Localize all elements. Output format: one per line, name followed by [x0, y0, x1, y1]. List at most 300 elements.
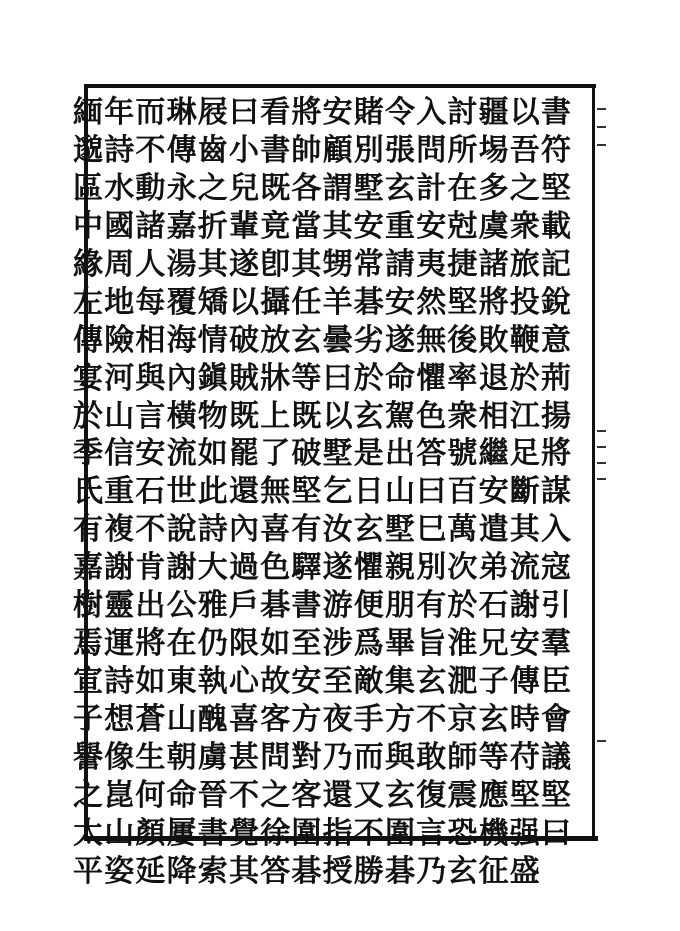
character: 國 [104, 208, 135, 244]
character: 符 [541, 132, 571, 168]
character: 鞭 [509, 322, 540, 358]
character: 索 [197, 853, 228, 889]
character: 既 [229, 398, 259, 434]
character: 人 [135, 246, 166, 282]
character: 諸 [478, 246, 509, 282]
edge-mark [597, 478, 606, 480]
edge-mark [597, 144, 606, 146]
character: 議 [541, 739, 571, 775]
character: 姿 [104, 853, 135, 889]
character: 內 [229, 512, 259, 548]
character: 石 [478, 588, 509, 624]
character: 在 [166, 626, 197, 662]
character: 將 [478, 284, 509, 320]
character: 在 [447, 170, 478, 206]
character: 延 [135, 853, 166, 889]
character: 諸 [135, 208, 166, 244]
character: 玄 [447, 853, 478, 889]
character: 虜 [197, 739, 228, 775]
character: 謂 [322, 170, 353, 206]
character: 駕 [385, 398, 415, 434]
character: 上 [260, 398, 291, 434]
character: 記 [541, 246, 571, 282]
character: 蒼 [135, 702, 166, 737]
character: 將 [135, 626, 166, 662]
character: 書 [541, 95, 571, 130]
character: 緬 [73, 95, 103, 130]
character: 運 [104, 626, 135, 662]
character: 顏 [135, 815, 166, 851]
character: 傳 [166, 132, 197, 168]
character: 次 [447, 550, 478, 586]
character: 乞 [322, 474, 353, 510]
character: 緣 [73, 246, 103, 282]
character: 令 [385, 95, 415, 130]
character: 所 [447, 132, 478, 168]
character: 率 [447, 360, 478, 396]
character: 其 [197, 246, 228, 282]
character: 後 [447, 322, 478, 358]
character: 甥 [322, 246, 353, 282]
edge-mark [597, 462, 606, 464]
character: 旨 [416, 626, 447, 662]
character: 對 [291, 739, 322, 775]
character: 信 [104, 436, 135, 472]
character: 不 [416, 702, 447, 737]
character: 雅 [197, 588, 228, 624]
character: 復 [416, 777, 447, 813]
character: 問 [260, 739, 291, 775]
character: 安 [353, 208, 384, 244]
character: 苻 [509, 739, 540, 775]
character: 如 [135, 664, 166, 700]
character: 太 [73, 815, 103, 851]
character: 謝 [104, 550, 135, 586]
character: 覆 [166, 284, 197, 320]
character: 出 [385, 436, 415, 472]
character: 物 [197, 398, 228, 434]
character: 旅 [509, 246, 540, 282]
character: 任 [291, 284, 322, 320]
character: 折 [197, 208, 228, 244]
character: 堅 [447, 284, 478, 320]
character: 指 [322, 815, 353, 851]
character: 等 [478, 739, 509, 775]
character: 之 [509, 170, 540, 206]
character: 遂 [322, 550, 353, 586]
character: 以 [322, 398, 353, 434]
character: 機 [478, 815, 509, 851]
character: 季 [73, 436, 103, 472]
character: 强 [509, 815, 540, 851]
character: 竟 [260, 208, 291, 244]
character: 有 [73, 512, 103, 548]
character: 乃 [322, 739, 353, 775]
character: 兄 [478, 626, 509, 662]
character: 既 [260, 170, 291, 206]
character: 永 [166, 170, 197, 206]
character: 安 [291, 664, 322, 700]
edge-mark [597, 446, 606, 448]
character: 玄 [385, 170, 415, 206]
character: 答 [260, 853, 291, 889]
character: 方 [385, 702, 415, 737]
character: 震 [447, 777, 478, 813]
character: 羣 [541, 626, 571, 662]
character: 降 [166, 853, 197, 889]
character: 墅 [353, 170, 384, 206]
character: 重 [104, 474, 135, 510]
character: 戶 [229, 588, 259, 624]
character: 世 [166, 474, 197, 510]
character: 放 [260, 322, 291, 358]
character: 執 [197, 664, 228, 700]
character: 重 [385, 208, 415, 244]
character: 勝 [353, 853, 384, 889]
character: 方 [291, 702, 322, 737]
character: 焉 [73, 626, 103, 662]
character: 荊 [541, 360, 571, 396]
character: 大 [197, 550, 228, 586]
character: 夷 [416, 246, 447, 282]
character: 色 [260, 550, 291, 586]
character: 詩 [104, 664, 135, 700]
character: 之 [197, 170, 228, 206]
character: 書 [291, 588, 322, 624]
character: 山 [104, 815, 135, 851]
character: 流 [509, 550, 540, 586]
character: 嘉 [166, 208, 197, 244]
character: 巳 [416, 512, 447, 548]
character: 謝 [509, 588, 540, 624]
character: 不 [135, 132, 166, 168]
character: 遂 [229, 246, 259, 282]
character: 攝 [260, 284, 291, 320]
character: 宴 [73, 360, 103, 396]
character: 如 [197, 436, 228, 472]
character: 不 [229, 777, 259, 813]
character: 百 [447, 474, 478, 510]
character: 時 [509, 702, 540, 737]
character: 相 [478, 398, 509, 434]
character: 恐 [447, 815, 478, 851]
character: 與 [135, 360, 166, 396]
character: 於 [353, 360, 384, 396]
character: 萬 [447, 512, 478, 548]
character: 屢 [166, 815, 197, 851]
character: 故 [260, 664, 291, 700]
character: 兒 [229, 170, 259, 206]
character: 堅 [291, 474, 322, 510]
character: 相 [135, 322, 166, 358]
character: 至 [291, 626, 322, 662]
character: 限 [229, 626, 259, 662]
character: 涉 [322, 626, 353, 662]
character: 謀 [541, 474, 571, 510]
character: 海 [166, 322, 197, 358]
character: 喜 [229, 702, 259, 737]
character: 還 [229, 474, 259, 510]
character: 安 [385, 284, 415, 320]
character: 引 [541, 588, 571, 624]
character: 子 [73, 702, 103, 737]
edge-mark [597, 126, 606, 128]
character: 命 [385, 360, 415, 396]
character: 傳 [73, 322, 103, 358]
character: 罷 [229, 436, 259, 472]
character: 不 [135, 512, 166, 548]
character: 征 [478, 853, 509, 889]
character: 河 [104, 360, 135, 396]
character: 想 [104, 702, 135, 737]
character: 區 [73, 170, 103, 206]
character: 堅 [541, 777, 571, 813]
character: 問 [416, 132, 447, 168]
character: 流 [166, 436, 197, 472]
character: 傳 [509, 664, 540, 700]
character: 宣 [73, 664, 103, 700]
character: 衆 [447, 398, 478, 434]
character: 畢 [385, 626, 415, 662]
character: 賭 [353, 95, 384, 130]
character: 言 [416, 815, 447, 851]
character: 色 [416, 398, 447, 434]
character: 喜 [260, 512, 291, 548]
character: 授 [322, 853, 353, 889]
character: 碁 [353, 284, 384, 320]
character: 周 [104, 246, 135, 282]
character: 帥 [291, 132, 322, 168]
character: 師 [447, 739, 478, 775]
edge-mark [597, 430, 606, 432]
character: 輩 [229, 208, 259, 244]
character: 靈 [104, 588, 135, 624]
character: 驛 [291, 550, 322, 586]
character: 平 [73, 853, 103, 889]
character: 多 [478, 170, 509, 206]
character: 投 [509, 284, 540, 320]
character: 顧 [322, 132, 353, 168]
character: 碁 [260, 588, 291, 624]
character: 計 [416, 170, 447, 206]
character: 又 [353, 777, 384, 813]
character: 與 [385, 739, 415, 775]
character: 仍 [197, 626, 228, 662]
character: 牀 [260, 360, 291, 396]
character: 安 [416, 208, 447, 244]
character: 石 [135, 474, 166, 510]
character: 堅 [541, 170, 571, 206]
character: 無 [416, 322, 447, 358]
character: 於 [73, 398, 103, 434]
character: 入 [541, 512, 571, 548]
character: 退 [478, 360, 509, 396]
character: 破 [291, 436, 322, 472]
character: 了 [260, 436, 291, 472]
character: 橫 [166, 398, 197, 434]
character: 地 [104, 284, 135, 320]
character: 卽 [260, 246, 291, 282]
character: 過 [229, 550, 259, 586]
character: 碁 [291, 853, 322, 889]
character: 銳 [541, 284, 571, 320]
character: 汝 [322, 512, 353, 548]
character: 氏 [73, 474, 103, 510]
character: 玄 [478, 702, 509, 737]
character: 玄 [353, 398, 384, 434]
character: 將 [541, 436, 571, 472]
character: 東 [166, 664, 197, 700]
character: 日 [353, 474, 384, 510]
character: 出 [135, 588, 166, 624]
character: 安 [322, 95, 353, 130]
character: 徐 [260, 815, 291, 851]
character: 子 [478, 664, 509, 700]
character: 曰 [541, 815, 571, 851]
character: 山 [166, 702, 197, 737]
character: 虞 [478, 208, 509, 244]
character: 討 [447, 95, 478, 130]
character: 複 [104, 512, 135, 548]
character: 其 [322, 208, 353, 244]
character: 醜 [197, 702, 228, 737]
character: 捷 [447, 246, 478, 282]
character: 安 [135, 436, 166, 472]
character: 鎭 [197, 360, 228, 396]
character: 入 [416, 95, 447, 130]
character: 墅 [322, 436, 353, 472]
character: 當 [291, 208, 322, 244]
character: 何 [135, 777, 166, 813]
character: 每 [135, 284, 166, 320]
character: 山 [385, 474, 415, 510]
character: 京 [447, 702, 478, 737]
character: 之 [260, 777, 291, 813]
character: 晉 [197, 777, 228, 813]
character: 埸 [478, 132, 509, 168]
character: 敗 [478, 322, 509, 358]
character: 羊 [322, 284, 353, 320]
character: 臣 [541, 664, 571, 700]
character: 尅 [447, 208, 478, 244]
character: 足 [509, 436, 540, 472]
character: 吾 [509, 132, 540, 168]
character: 曰 [322, 360, 353, 396]
character: 像 [104, 739, 135, 775]
character: 圍 [385, 815, 415, 851]
character: 其 [509, 512, 540, 548]
text-column-16 [68, 94, 108, 889]
character: 玄 [416, 664, 447, 700]
character: 答 [416, 436, 447, 472]
character: 書 [260, 132, 291, 168]
character: 曰 [229, 95, 259, 130]
character: 手 [353, 702, 384, 737]
character: 揚 [541, 398, 571, 434]
character: 曰 [416, 474, 447, 510]
frame-top-border [86, 84, 596, 88]
character: 琳 [166, 95, 197, 130]
character: 而 [353, 739, 384, 775]
character: 懼 [353, 550, 384, 586]
character: 便 [353, 588, 384, 624]
character: 詩 [104, 132, 135, 168]
character: 小 [229, 132, 259, 168]
character: 遂 [385, 322, 415, 358]
character: 此 [197, 474, 228, 510]
character: 敢 [416, 739, 447, 775]
character: 其 [291, 246, 322, 282]
character: 崑 [104, 777, 135, 813]
character: 疆 [478, 95, 509, 130]
character: 邈 [73, 132, 103, 168]
character: 會 [541, 702, 571, 737]
character: 至 [322, 664, 353, 700]
character: 有 [416, 588, 447, 624]
character: 寇 [541, 550, 571, 586]
character: 盛 [509, 853, 540, 889]
character: 游 [322, 588, 353, 624]
character: 譽 [73, 739, 103, 775]
character: 說 [166, 512, 197, 548]
character: 是 [353, 436, 384, 472]
character: 別 [353, 132, 384, 168]
character: 張 [385, 132, 415, 168]
character: 不 [353, 815, 384, 851]
character: 各 [291, 170, 322, 206]
character: 客 [260, 702, 291, 737]
character: 玄 [291, 322, 322, 358]
character: 安 [509, 626, 540, 662]
character: 既 [291, 398, 322, 434]
character: 屐 [197, 95, 228, 130]
character: 遣 [478, 512, 509, 548]
character: 公 [166, 588, 197, 624]
character: 然 [416, 284, 447, 320]
character: 看 [260, 95, 291, 130]
character: 以 [229, 284, 259, 320]
character: 江 [509, 398, 540, 434]
character: 意 [541, 322, 571, 358]
character: 曇 [322, 322, 353, 358]
character: 別 [416, 550, 447, 586]
character: 書 [197, 815, 228, 851]
character: 玄 [385, 777, 415, 813]
character: 懼 [416, 360, 447, 396]
character: 請 [385, 246, 415, 282]
character: 中 [73, 208, 103, 244]
character: 玄 [353, 512, 384, 548]
character: 破 [229, 322, 259, 358]
character: 齒 [197, 132, 228, 168]
character: 矯 [197, 284, 228, 320]
character: 集 [385, 664, 415, 700]
character: 謝 [166, 550, 197, 586]
character: 肯 [135, 550, 166, 586]
character: 堅 [509, 777, 540, 813]
character: 甚 [229, 739, 259, 775]
character: 應 [478, 777, 509, 813]
character: 山 [104, 398, 135, 434]
character: 動 [135, 170, 166, 206]
character: 載 [541, 208, 571, 244]
character: 而 [135, 95, 166, 130]
page-edge-marks [597, 100, 609, 750]
character: 言 [135, 398, 166, 434]
character: 有 [291, 512, 322, 548]
character: 劣 [353, 322, 384, 358]
character: 以 [509, 95, 540, 130]
